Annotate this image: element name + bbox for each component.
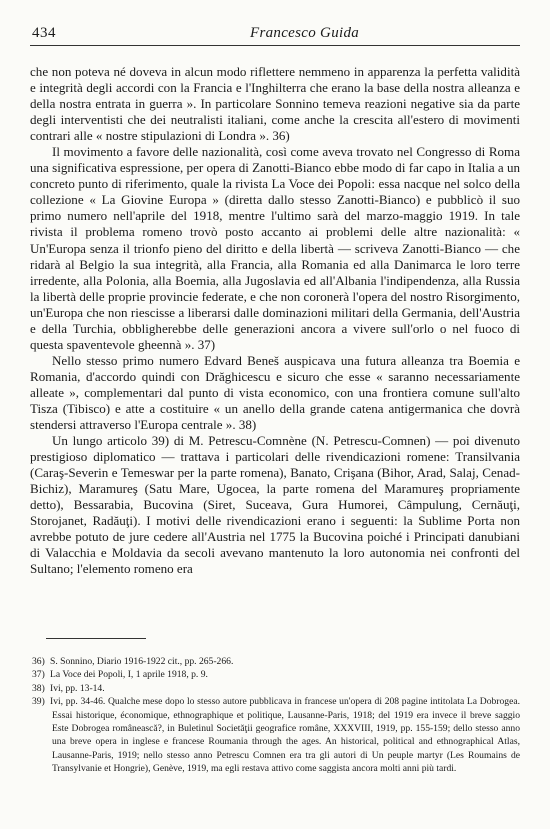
footnotes bbox=[30, 655, 520, 776]
footnote-number: 39) bbox=[32, 696, 45, 708]
paragraph: Nello stesso primo numero Edvard Beneš auspicava una futura alleanza tra Boemia e Romania, d'accordo quindi con Drăghicescu e sicuro che esse « saranno necessariamente alleate », complementari dal punto di vista economico, con una frontiera comune sull'alto Tisza (Tibisco) e atte a costituire « un anello della grande catena antigermanica che dovrà stendersi attraverso l'Europa centrale ». 38) bbox=[30, 352, 520, 433]
paragraph: che non poteva né doveva in alcun modo riflettere nemmeno in apparenza la perfetta validità e integrità degli accordi con la Francia e l'Inghilterra che erano la base della nostra alleanza e della nostra entrata in guerra ». In particolare Sonnino temeva reazioni negative sia da parte degli interventisti che dei neutralisti italiani, come anche la crescita all'estero di movimenti contrari alle « nostre stipulazioni di Londra ». 36) bbox=[30, 64, 520, 144]
running-head: Francesco Guida bbox=[250, 25, 360, 41]
footnote-text: Ivi, pp. 13-14. bbox=[50, 682, 105, 694]
header-rule bbox=[30, 45, 520, 46]
footnote-text: La Voce dei Popoli, I, 1 aprile 1918, p. 9. bbox=[50, 669, 208, 681]
paragraph: Un lungo articolo 39) di M. Petrescu-Comnène (N. Petrescu-Comnen) — poi divenuto prestigioso diplomatico — trattava i particolari delle rivendicazioni romene: Transilvania (Caraş-Severin e Temeswar per la parte romena), Banato, Crişana (Bihor, Arad, Salaj, Cenad-Bichiz), Maramureş (Satu Mare, Ugocea, la parte romena del Maramureş propriamente detto), Bessarabia, Bucovina (Siret, Suceava, Gura Humorei, Câmpulung, Cernăuţi, Storojanet, Radăuţi). I motivi delle rivendicazioni erano i seguenti: la Sublime Porta non avrebbe potuto de jure cedere all'Austria nel 1775 la Bucovina poiché i Principati danubiani di Valacchia e Moldavia da secoli avevano mantenuto la loro autonomia nei confronti del Sultano; l'elemento romeno era bbox=[30, 433, 520, 577]
page-header bbox=[30, 25, 520, 49]
paragraph: Il movimento a favore delle nazionalità, così come aveva trovato nel Congresso di Roma una significativa espressione, per opera di Zanotti-Bianco ebbe modo di far capo in Italia a un concreto punto di riferimento, quale la rivista La Voce dei Popoli: essa nacque nel solco della collezione « La Giovine Europa » (diretta dallo stesso Zanotti-Bianco) e pubblicò il suo primo numero nell'aprile del 1918, mentre l'ultimo sarà del marzo-maggio 1919. In tale rivista il problema romeno trovò posto accanto ai problemi delle altre nazionalità: « Un'Europa senza il trionfo pieno del diritto e della libertà — scriveva Zanotti-Bianco — che ridarà al Belgio la sua integrità, alla Francia, alla Romania ed alla Danimarca le loro terre irredente, alla Polonia, alla Boemia, alla Jugoslavia ed all'Albania l'indipendenza, alla Russia la libertà delle proprie provincie federate, e che non coronerà l'opera del nostro Risorgimento, un'Europa che non riescisse a liberarsi dalle dominazioni militari della Germania, dell'Austria e della Turchia, obbligherebbe delle generazioni ancora a vivere sull'orlo o nel fuoco di questa spaventevole gheennà ». 37) bbox=[30, 144, 520, 352]
footnote-text: Ivi, pp. 34-46. Qualche mese dopo lo stesso autore pubblicava in francese un'opera di 208 pagine intitolata La Dobrogea. Essai historique, économique, ethnographique et politique, Lausanne-Paris, 1918; del 1919 era invece il breve saggio Este Dobrogea românească?, in Buletinul Societăţii geografice române, XXXVIII, 1919, pp. 155-159; dello stesso anno una breve opera in inglese e francese Roumania through the ages. An historical, political and ethnographical Atlas, Lausanne-Paris, 1919; nello stesso anno Petrescu Comnen era tra gli autori di Un peuple martyr (Les Roumains de Transylvanie et Hongrie), Genève, 1919, ma egli restava attivo come saggista ancora molti anni più tardi. bbox=[50, 696, 520, 775]
footnote-number: 36) bbox=[32, 656, 45, 667]
footnote bbox=[30, 668, 520, 681]
body-text bbox=[30, 64, 520, 578]
footnote bbox=[30, 682, 520, 695]
footnote-rule bbox=[46, 638, 146, 639]
footnote bbox=[30, 655, 520, 668]
page-number: 434 bbox=[32, 25, 56, 41]
footnote-number: 38) bbox=[32, 682, 45, 694]
footnote-text: S. Sonnino, Diario 1916-1922 cit., pp. 265-266. bbox=[50, 656, 234, 667]
footnote-number: 37) bbox=[32, 669, 45, 681]
footnote bbox=[30, 695, 520, 775]
